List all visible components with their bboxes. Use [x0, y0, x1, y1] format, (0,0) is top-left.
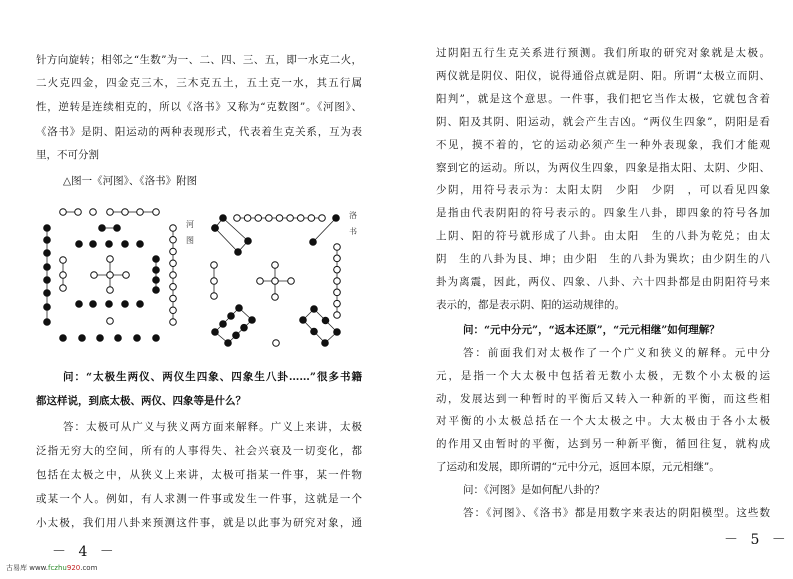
- text-line: 察到它的运动。所以，为两仪生四象，四象是指太阳、太阴、少阳、: [436, 161, 770, 174]
- yin-dot: [44, 277, 51, 284]
- yang-dot: [211, 262, 218, 269]
- question-line: 问：“元中分元”，“返本还原”，“元元相继”如何理解？: [463, 323, 720, 336]
- text-line: 阳判”，就是这个意思。一件事，我们把它当作太极，它就包含着: [436, 92, 770, 105]
- yin-dot: [76, 241, 83, 248]
- text-line: 元，是指一个大太极中包括着无数小太极，无数个小太极的运: [436, 369, 770, 382]
- yang-dot: [153, 209, 160, 216]
- yin-dot: [44, 290, 51, 297]
- yang-dot: [334, 312, 341, 319]
- yang-dot: [334, 255, 341, 262]
- text-line: 动，发展达到一种暂时的平衡后又转入一种新的平衡，而这些相: [436, 392, 770, 405]
- answer-line: 答：前面我们对太极作了一个广义和狭义的解释。元中分: [463, 346, 770, 359]
- yin-dot: [44, 304, 51, 311]
- page-number-right: － 5 －: [724, 532, 790, 548]
- yang-dot: [334, 244, 341, 251]
- text-line: 《洛书》是阴、阳运动的两种表现形式，代表着生克关系，互为表: [36, 126, 362, 138]
- text-line: 卦为离震，因此，两仪、四象、八卦、六十四卦都是由阴阳符号来: [436, 276, 770, 288]
- yin-dot: [153, 335, 160, 342]
- yang-dot: [334, 289, 341, 296]
- text-line: 泛指无穷大的空间，所有的人事得失、社会兴衰及一切变化，都: [36, 445, 362, 457]
- yang-dot: [211, 278, 218, 285]
- yin-dot: [137, 241, 144, 248]
- yin-dot: [220, 215, 227, 222]
- yang-dot: [272, 294, 279, 301]
- answer-line: 答：《河图》、《洛书》都是用数字来表达的阴阳模型。这些数: [463, 507, 770, 519]
- text-line: 针方向旋转；相邻之“生数”为一、二、四、三、五，即一水克二火，: [36, 54, 362, 66]
- yin-dot: [236, 305, 243, 312]
- yin-dot: [44, 319, 51, 326]
- yang-dot: [211, 293, 218, 300]
- yin-dot: [90, 301, 97, 308]
- yang-dot: [266, 215, 273, 222]
- yin-dot: [137, 301, 144, 308]
- yang-dot: [297, 215, 304, 222]
- yin-dot: [241, 324, 248, 331]
- yin-dot: [212, 329, 219, 336]
- yin-dot: [134, 335, 141, 342]
- yang-dot: [334, 278, 341, 285]
- yang-dot: [170, 225, 177, 232]
- yang-dot: [272, 278, 279, 285]
- yin-dot: [44, 264, 51, 271]
- yang-dot: [107, 287, 114, 294]
- text-line: 上阴、阳的符号就形成了八卦。由太阳 生的八卦为乾兑；由太: [436, 230, 770, 243]
- yin-dot: [322, 317, 329, 324]
- yin-dot: [99, 225, 106, 232]
- question-line: 问：《河图》是如何配八卦的？: [463, 484, 605, 497]
- yang-dot: [107, 256, 114, 263]
- yin-dot: [334, 329, 341, 336]
- yang-dot: [107, 318, 114, 325]
- text-line: 对平衡的小太极总括在一个大太极之中。大太极由于各小太极: [436, 415, 770, 428]
- answer-line: 答：太极可从广义与狭义两方面来解释。广义上来讲，太极: [63, 421, 362, 433]
- yang-dot: [60, 272, 67, 279]
- yin-dot: [153, 256, 160, 263]
- yang-dot: [334, 300, 341, 307]
- yang-dot: [91, 272, 98, 279]
- yin-dot: [60, 335, 67, 342]
- yin-dot: [220, 321, 227, 328]
- yin-dot: [333, 215, 340, 222]
- yang-dot: [60, 285, 67, 292]
- yang-dot: [170, 283, 177, 290]
- text-line: 少阴，用符号表示为：太阳太阴 少阳 少阴 ，可以看见四象: [436, 184, 770, 197]
- yin-dot: [97, 335, 104, 342]
- yin-dot: [311, 306, 318, 313]
- yin-dot: [300, 317, 307, 324]
- question-line: 问：“太极生两仪、两仪生四象、四象生八卦……”很多书籍: [63, 371, 362, 383]
- yang-dot: [107, 209, 114, 216]
- yin-dot: [106, 301, 113, 308]
- yang-dot: [137, 209, 144, 216]
- yin-dot: [228, 313, 235, 320]
- text-line: 了运动和发展，即所谓的“元中分元，返回本原，元元相继”。: [436, 461, 720, 474]
- connector-line: [215, 228, 238, 252]
- yang-dot: [170, 295, 177, 302]
- text-line: 性，逆转是连续相克的，所以《洛书》又称为“克数图”。《河图》、: [36, 101, 362, 113]
- yin-dot: [44, 237, 51, 244]
- yang-dot: [90, 209, 97, 216]
- yin-dot: [225, 340, 232, 347]
- connector-line: [228, 320, 252, 343]
- luoshu-label: 洛书: [349, 211, 357, 236]
- text-line: 阴 生的八卦为艮、坤；由少阳 生的八卦为巽坎；由少阴生的八: [436, 253, 770, 266]
- connector-line: [313, 218, 336, 242]
- yin-dot: [115, 335, 122, 342]
- yin-dot: [235, 249, 242, 256]
- yin-dot: [122, 241, 129, 248]
- page-number-left: － 4 －: [52, 544, 118, 560]
- yin-dot: [233, 332, 240, 339]
- yang-dot: [170, 236, 177, 243]
- yang-dot: [170, 248, 177, 255]
- yang-dot: [170, 319, 177, 326]
- question-line: 都这样说，到底太极、两仪、四象等是什么？: [36, 395, 246, 407]
- yin-dot: [153, 267, 160, 274]
- yang-dot: [75, 209, 82, 216]
- yin-dot: [310, 239, 317, 246]
- text-line: 是指由代表阴阳的符号表示的。四象生八卦，即四象的符号各加: [436, 207, 770, 220]
- yang-dot: [287, 215, 294, 222]
- text-line: 二火克四金，四金克三木，三木克五土，五土克一水，其五行属: [36, 77, 362, 89]
- yang-dot: [334, 266, 341, 273]
- yang-dot: [244, 215, 251, 222]
- text-line: 过阴阳五行生克关系进行预测。我们所取的研究对象就是太极。: [436, 47, 770, 59]
- connector-line: [215, 308, 239, 332]
- yang-dot: [170, 307, 177, 314]
- yin-dot: [44, 225, 51, 232]
- text-line: 两仪就是阴仪、阳仪，说得通俗点就是阴、阳。所谓“太极立而阴、: [436, 69, 770, 82]
- yang-dot: [288, 278, 295, 285]
- yin-dot: [79, 335, 86, 342]
- hetu-label: 河图: [186, 220, 194, 245]
- yin-dot: [114, 225, 121, 232]
- yin-dot: [311, 328, 318, 335]
- yin-dot: [322, 340, 329, 347]
- yin-dot: [106, 241, 113, 248]
- text-line: 包括在太极之中，从狭义上来讲，太极可指某一件事，某一件物: [36, 469, 362, 481]
- text-line: 小太极，我们用八卦来预测这件事，就是以此事为研究对象，通: [36, 517, 362, 529]
- yin-dot: [76, 301, 83, 308]
- yin-dot: [122, 301, 129, 308]
- yang-dot: [276, 215, 283, 222]
- watermark: 古易库 www.fczhu920.com: [6, 564, 98, 572]
- yang-dot: [170, 260, 177, 267]
- yang-dot: [234, 215, 241, 222]
- yang-dot: [272, 262, 279, 269]
- yin-dot: [212, 225, 219, 232]
- yang-dot: [122, 209, 129, 216]
- yin-dot: [153, 277, 160, 284]
- yang-dot: [308, 215, 315, 222]
- yang-dot: [170, 272, 177, 279]
- yang-dot: [319, 215, 326, 222]
- yang-dot: [255, 215, 262, 222]
- yang-dot: [273, 340, 280, 347]
- text-line: 或某一个人。例如，有人求测一件事或发生一件事，这就是一个: [36, 493, 362, 505]
- yin-dot: [153, 287, 160, 294]
- yang-dot: [60, 257, 67, 264]
- yin-dot: [245, 238, 252, 245]
- yin-dot: [44, 250, 51, 257]
- text-line: 不见，摸不着的，它的运动必须产生一种外表现象，我们才能观: [436, 138, 770, 151]
- text-line: 阴、阳及其阴、阳运动，就会产生吉凶。“两仪生四象”，阴阳是看: [436, 115, 770, 128]
- yang-dot: [257, 278, 264, 285]
- yang-dot: [123, 272, 130, 279]
- text-line: 的作用又由暂时的平衡，达到另一种新平衡，循回往复，就构成: [436, 438, 770, 451]
- yang-dot: [107, 272, 114, 279]
- yin-dot: [90, 241, 97, 248]
- yin-dot: [249, 317, 256, 324]
- figure-caption: △图一《河图》、《洛书》附图: [63, 175, 198, 187]
- yang-dot: [60, 209, 67, 216]
- text-line: 表示的，都是表示阴、阳的运动规律的。: [436, 298, 625, 311]
- text-line: 里，不可分割: [36, 149, 99, 161]
